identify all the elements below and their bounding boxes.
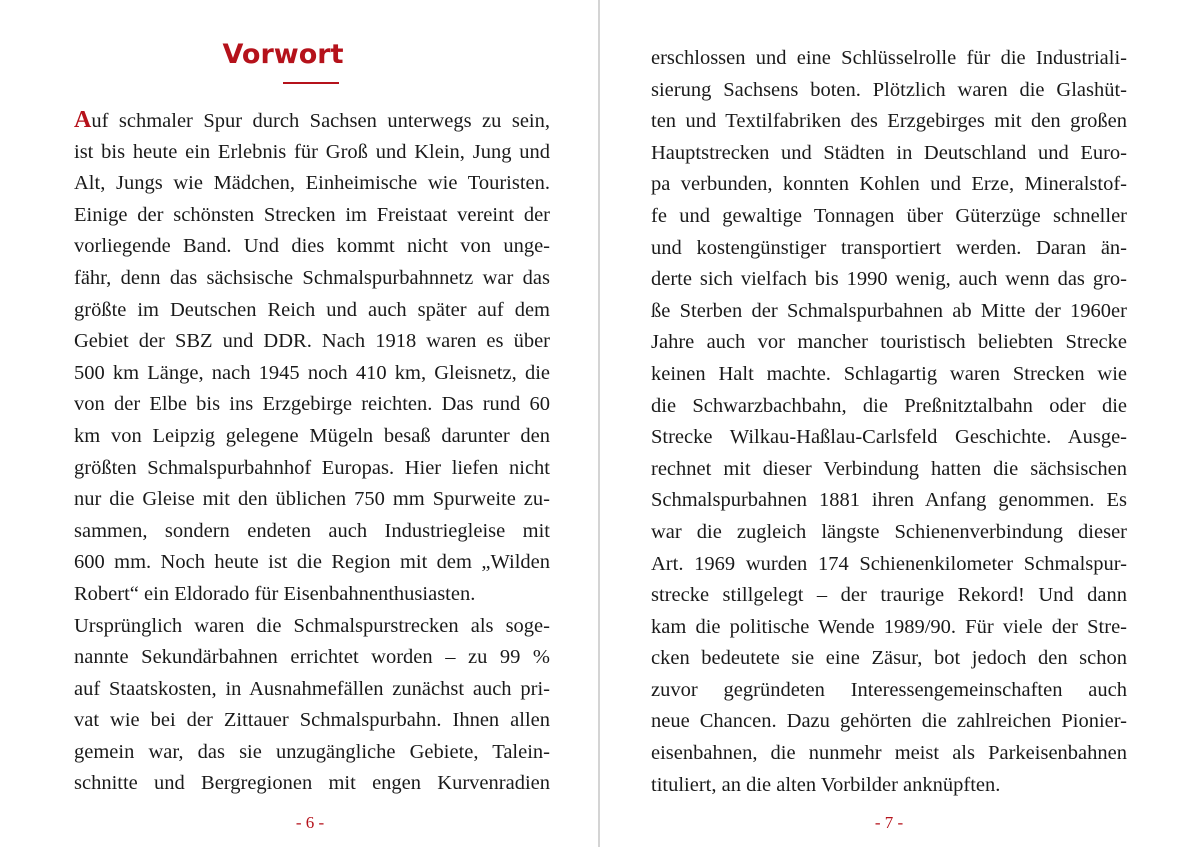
text-line: ße Sterben der Schmalspurbahnen ab Mitte der 1960er <box>651 299 1127 322</box>
text-line: fe und gewaltige Tonnagen über Güterzüge schneller <box>651 204 1127 227</box>
text-line: sammen, sondern endeten auch Industriegleise mit <box>74 519 550 542</box>
text-line: gemein war, das sie unzugängliche Gebiete, Talein- <box>74 740 550 763</box>
text-line: Alt, Jungs wie Mädchen, Einheimische wie Touristen. <box>74 172 550 195</box>
text-line: vorliegende Band. Und dies kommt nicht von unge- <box>74 235 550 258</box>
first-line-text: uf schmaler Spur durch Sachsen unterwegs zu sein, <box>91 110 550 132</box>
text-line: km von Leipzig gelegene Mügeln besaß darunter den <box>74 424 550 447</box>
text-line: tituliert, an die alten Vorbilder anknüpften. <box>651 773 1001 796</box>
drop-cap: A <box>74 107 92 133</box>
text-line: eisenbahnen, die nunmehr meist als Parkeisenbahnen <box>651 742 1127 765</box>
text-line: ten und Textilfabriken des Erzgebirges mit den großen <box>651 110 1127 133</box>
text-line: nannte Sekundärbahnen errichtet worden – zu 99 % <box>74 646 550 669</box>
page-title: Vorwort <box>222 39 344 70</box>
text-line: die Schwarzbachbahn, die Preßnitztalbahn oder die <box>651 394 1127 417</box>
text-line: größten Schmalspurbahnhof Europas. Hier liefen nicht <box>74 456 550 479</box>
text-line: pa verbunden, konnten Kohlen und Erze, Mineralstof- <box>651 173 1127 196</box>
text-line: fähr, denn das sächsische Schmalspurbahnnetz war das <box>74 266 550 289</box>
text-line: Robert“ ein Eldorado für Eisenbahnenthusiasten. <box>74 582 476 605</box>
text-line: Hauptstrecken und Städten in Deutschland und Euro- <box>651 141 1127 164</box>
text-line: kam die politische Wende 1989/90. Für viele der Stre- <box>651 615 1127 638</box>
title-underline <box>283 82 339 84</box>
text-line: Jahre auch vor mancher touristisch beliebten Strecke <box>651 331 1127 354</box>
text-line: rechnet mit dieser Verbindung hatten die sächsischen <box>651 457 1127 480</box>
text-line: keinen Halt machte. Schlagartig waren Strecken wie <box>651 362 1127 385</box>
text-line: derte sich vielfach bis 1990 wenig, auch wenn das gro- <box>651 268 1127 291</box>
text-line: größte im Deutschen Reich und auch später auf dem <box>74 298 550 321</box>
page-gutter <box>598 0 600 847</box>
text-line: neue Chancen. Dazu gehörten die zahlreichen Pionier- <box>651 710 1127 733</box>
left-body-text <box>74 105 550 800</box>
text-line: zuvor gegründeten Interessengemeinschaften auch <box>651 678 1127 701</box>
text-line: und kostengünstiger transportiert werden. Daran än- <box>651 236 1127 259</box>
right-page <box>601 0 1198 847</box>
text-line: war die zugleich längste Schienenverbindung dieser <box>651 520 1127 543</box>
text-line: 500 km Länge, nach 1945 noch 410 km, Gleisnetz, die <box>74 361 550 384</box>
text-line: Einige der schönsten Strecken im Freistaat vereint der <box>74 203 550 226</box>
text-line: 600 mm. Noch heute ist die Region mit dem „Wilden <box>74 551 550 574</box>
text-line: auf Staatskosten, in Ausnahmefällen zunächst auch pri- <box>74 677 550 700</box>
text-line: Art. 1969 wurden 174 Schienenkilometer Schmalspur- <box>651 552 1127 575</box>
text-line: nur die Gleise mit den üblichen 750 mm Spurweite zu- <box>74 488 550 511</box>
text-line: Schmalspurbahnen 1881 ihren Anfang genommen. Es <box>651 489 1127 512</box>
right-body-text <box>651 43 1127 801</box>
text-line: sierung Sachsens boten. Plötzlich waren die Glashüt- <box>651 78 1127 101</box>
text-line: ist bis heute ein Erlebnis für Groß und Klein, Jung und <box>74 140 550 163</box>
text-line: Ursprünglich waren die Schmalspurstrecken als soge- <box>74 614 550 637</box>
text-line <box>74 105 550 137</box>
text-line: strecke stillgelegt – der traurige Rekord! Und dann <box>651 584 1127 607</box>
text-line: vat wie bei der Zittauer Schmalspurbahn. Ihnen allen <box>74 709 550 732</box>
page-number: - 7 - <box>874 813 904 832</box>
text-line: Strecke Wilkau-Haßlau-Carlsfeld Geschichte. Ausge- <box>651 426 1127 449</box>
text-line: cken bedeutete sie eine Zäsur, bot jedoch den schon <box>651 647 1127 670</box>
text-line: Gebiet der SBZ und DDR. Nach 1918 waren es über <box>74 330 550 353</box>
text-line: erschlossen und eine Schlüsselrolle für die Industriali- <box>651 47 1127 69</box>
text-line: schnitte und Bergregionen mit engen Kurvenradien <box>74 772 550 795</box>
text-line: von der Elbe bis ins Erzgebirge reichten. Das rund 60 <box>74 393 550 416</box>
left-page <box>0 0 598 847</box>
page-number: - 6 - <box>295 813 325 832</box>
